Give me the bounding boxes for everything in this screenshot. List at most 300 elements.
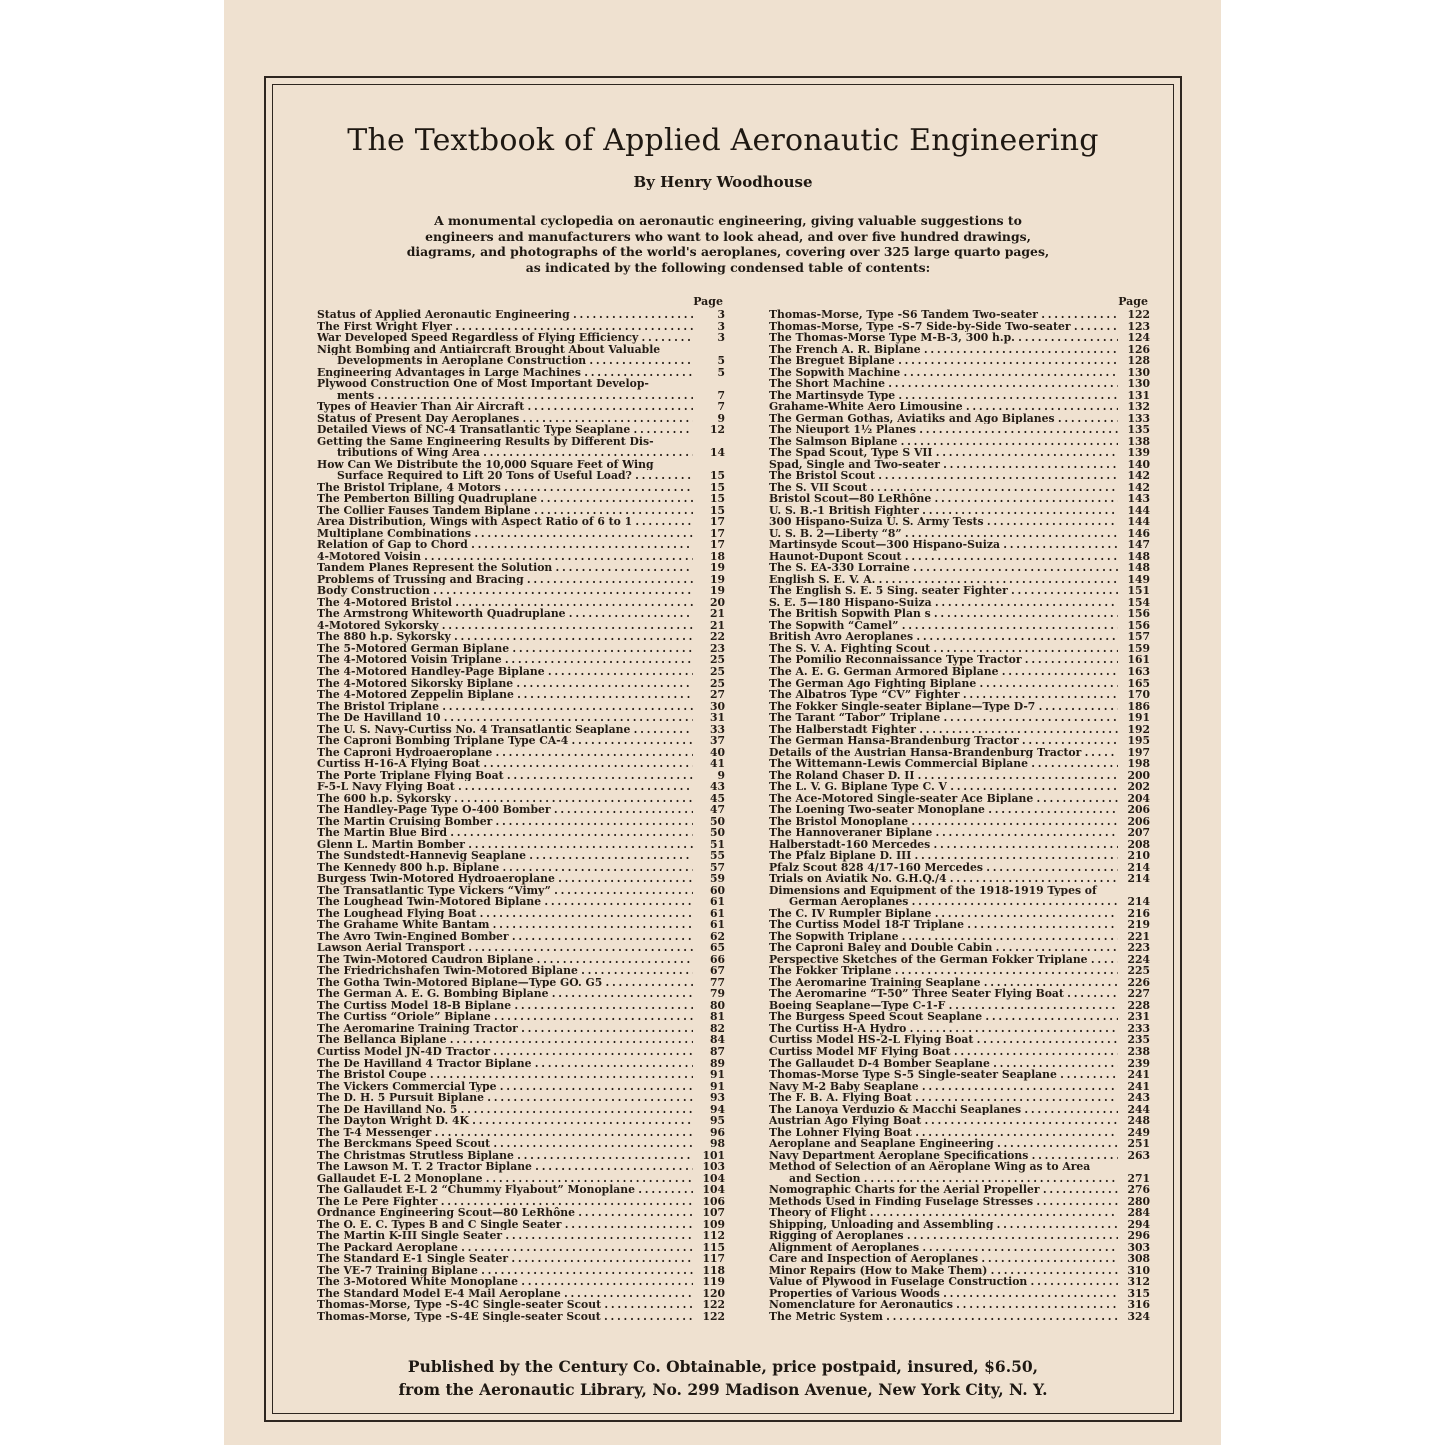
toc-entry-title: The Short Machine . . . [769,378,1118,390]
toc-entry [769,528,1150,540]
toc-entry-page: 17 [695,516,725,528]
toc-entry-title: Plywood Construction One of Most Important Develop- [317,378,649,390]
toc-entry-page: 280 [1120,1196,1150,1208]
toc-entry-page: 57 [695,862,725,874]
toc-entry [317,954,725,966]
toc-entry-title: The Metric System . . . [769,1311,1118,1323]
toc-entry [769,747,1150,759]
toc-entry-title: Night Bombing and Antiaircraft Brought About Valuable [317,343,661,356]
toc-entry-page: 122 [695,1311,725,1323]
toc-entry-page: 112 [695,1230,725,1242]
toc-entry [769,1150,1150,1162]
toc-entry [317,735,725,747]
toc-entry-page: 50 [695,827,725,839]
toc-entry-page: 25 [695,666,725,678]
toc-entry-title: Developments in Aeroplane Construction . . . [317,355,693,367]
toc-entry-page: 61 [695,908,725,920]
toc-entry-title: Lawson Aerial Transport . . . [317,942,693,954]
toc-entry-page: 15 [695,470,725,482]
toc-entry [317,401,725,413]
toc-entry-title: Area Distribution, Wings with Aspect Ratio of 6 to 1 . . . [317,516,693,528]
toc-entry-page: 87 [695,1046,725,1058]
toc-entry-title: The Le Pere Fighter . . . [317,1196,693,1208]
toc-entry-page: 7 [695,401,725,413]
toc-entry-page: 27 [695,689,725,701]
toc-entry-title: 4-Motored Sykorsky . . . [317,620,693,632]
toc-entry-title: The Loughead Flying Boat . . . [317,908,693,920]
toc-entry-page: 21 [695,608,725,620]
toc-entry [769,1034,1150,1046]
toc-entry-page: 123 [1120,321,1150,333]
toc-entry-page: 77 [695,977,725,989]
toc-entry-title: The Standard E-1 Single Seater . . . [317,1253,693,1265]
toc-entry [769,965,1150,977]
toc-entry [769,1230,1150,1242]
toc-entry [317,770,725,782]
toc-entry-title: Value of Plywood in Fuselage Construction . . . [769,1276,1118,1288]
toc-entry [769,1299,1150,1311]
toc-entry-page: 128 [1120,355,1150,367]
toc-entry-title: tributions of Wing Area . . . [317,447,693,459]
toc-entry [317,1230,725,1242]
toc-entry [317,516,725,528]
toc-entry [317,1173,725,1185]
toc-entry-title: Gallaudet E-L 2 Monoplane . . . [317,1173,693,1185]
toc-entry-title: The Bristol Coupe . . . [317,1069,693,1081]
toc-entry-page: 200 [1120,770,1150,782]
toc-entry-title: The 880 h.p. Sykorsky . . . [317,631,693,643]
toc-entry [317,931,725,943]
toc-entry-page: 226 [1120,977,1150,989]
toc-entry-title: The Halberstadt Fighter . . . [769,724,1118,736]
toc-entry-page: 124 [1120,332,1150,344]
toc-entry-page: 5 [695,367,725,379]
toc-entry [769,620,1150,632]
toc-entry-title: English S. E. V. A. . . . [769,574,1118,586]
toc-entry [769,1138,1150,1150]
toc-entry-title: Thomas-Morse, Type -S-4C Single-seater Scout . . . [317,1299,693,1311]
toc-entry-page: 91 [695,1081,725,1093]
toc-entry-page: 45 [695,793,725,805]
toc-entry-page: 142 [1120,470,1150,482]
toc-entry-page: 119 [695,1276,725,1288]
toc-entry-page: 131 [1120,390,1150,402]
toc-entry [769,459,1150,471]
toc-entry-page: 206 [1120,804,1150,816]
toc-entry-page: 202 [1120,781,1150,793]
toc-entry [769,1219,1150,1231]
toc-entry-page: 41 [695,758,725,770]
toc-entry-page: 248 [1120,1115,1150,1127]
toc-entry-page: 198 [1120,758,1150,770]
toc-entry [317,908,725,920]
toc-entry-page: 3 [695,332,725,344]
toc-entry-page: 312 [1120,1276,1150,1288]
toc-entry [769,562,1150,574]
toc-entry-page: 15 [695,493,725,505]
toc-entry [769,493,1150,505]
toc-entry [769,1011,1150,1023]
toc-entry-page: 244 [1120,1104,1150,1116]
toc-entry-title: The Fokker Single-seater Biplane—Type D-7 . . . [769,701,1118,713]
toc-entry-title: The Curtiss H-A Hydro . . . [769,1023,1118,1035]
toc-entry-title: Nomographic Charts for the Aerial Propeller . . . [769,1184,1118,1196]
toc-entry-title: Care and Inspection of Aeroplanes . . . [769,1253,1118,1265]
toc-entry-title: The Pemberton Billing Quadruplane . . . [317,493,693,505]
toc-entry-page: 19 [695,574,725,586]
toc-entry [769,597,1150,609]
toc-entry [769,1023,1150,1035]
toc-entry-page: 19 [695,562,725,574]
toc-entry-title: The Transatlantic Type Vickers “Vimy” . . . [317,885,693,897]
toc-entry [769,1000,1150,1012]
toc-entry-title: The 5-Motored German Biplane . . . [317,643,693,655]
toc-entry-title: The VE-7 Training Biplane . . . [317,1265,693,1277]
toc-entry-title: Method of Selection of an Aëroplane Wing as to Area [769,1161,1091,1173]
toc-entry-title: Thomas-Morse, Type -S-4E Single-seater Scout . . . [317,1311,693,1323]
toc-entry [317,413,725,425]
toc-entry-page: 104 [695,1184,725,1196]
toc-entry-title: The Breguet Biplane . . . [769,355,1118,367]
toc-entry-title: The De Havilland 10 . . . [317,712,693,724]
intro-paragraph: A monumental cyclopedia on aeronautic engineering, giving valuable suggestions to engineers and manufacturers who want to look ahead, and over five hundred drawings, diagrams, and photographs of the world's aeroplanes, covering over 325 large quarto pages, as indicated by the following condensed table of contents: [406,213,1050,275]
toc-entry [769,873,1150,885]
toc-entry [769,309,1150,321]
toc-entry-title: The Gallaudet E-L 2 “Chummy Flyabout” Monoplane . . . [317,1184,693,1196]
toc-entry-title: Minor Repairs (How to Make Them) . . . [769,1265,1118,1277]
toc-entry-page: 251 [1120,1138,1150,1150]
toc-entry [769,551,1150,563]
toc-entry-title: The Burgess Speed Scout Seaplane . . . [769,1011,1118,1023]
toc-entry-page: 284 [1120,1207,1150,1219]
toc-entry [769,839,1150,851]
toc-entry [769,1253,1150,1265]
toc-entry-page: 9 [695,413,725,425]
toc-entry-page: 154 [1120,597,1150,609]
toc-entry [317,919,725,931]
toc-entry-page: 227 [1120,988,1150,1000]
toc-entry-page: 122 [1120,309,1150,321]
page-column-header: Page [1118,295,1148,308]
toc-entry [769,482,1150,494]
toc-entry [769,1311,1150,1323]
toc-entry-page: 316 [1120,1299,1150,1311]
toc-entry [317,758,725,770]
toc-entry-page: 20 [695,597,725,609]
toc-entry [317,1046,725,1058]
toc-entry [769,666,1150,678]
toc-entry-title: Navy Department Aeroplane Specifications . . . [769,1150,1118,1162]
toc-entry [317,885,725,897]
toc-entry-page: 3 [695,309,725,321]
toc-entry [769,724,1150,736]
book-advertisement-page [224,0,1221,1445]
toc-entry-title: The Curtiss Model 18-B Biplane . . . [317,1000,693,1012]
toc-entry [769,942,1150,954]
toc-entry-title: The D. H. 5 Pursuit Biplane . . . [317,1092,693,1104]
toc-entry-page: 206 [1120,816,1150,828]
toc-entry-page: 43 [695,781,725,793]
toc-entry-title: The 3-Motored White Monoplane . . . [317,1276,693,1288]
toc-entry-title: The Roland Chaser D. II . . . [769,770,1118,782]
toc-entry-title: Details of the Austrian Hansa-Brandenburg Tractor . . . [769,747,1118,759]
toc-entry [317,1092,725,1104]
toc-entry-title: The Aeromarine “T-50” Three Seater Flying Boat . . . [769,988,1118,1000]
toc-entry-page: 303 [1120,1242,1150,1254]
toc-entry-title: The Caproni Bombing Triplane Type CA-4 . . . [317,735,693,747]
toc-entry-page: 142 [1120,482,1150,494]
toc-entry-title: The British Sopwith Plan s . . . [769,608,1118,620]
toc-entry-page: 3 [695,321,725,333]
toc-entry-title: Nomenclature for Aeronautics . . . [769,1299,1118,1311]
toc-list-right [769,309,1150,1322]
toc-entry-page: 22 [695,631,725,643]
toc-entry-title: British Avro Aeroplanes . . . [769,631,1118,643]
toc-entry [317,1288,725,1300]
toc-entry-title: F-5-L Navy Flying Boat . . . [317,781,693,793]
toc-entry-title: The Wittemann-Lewis Commercial Biplane . . . [769,758,1118,770]
toc-entry [317,597,725,609]
toc-entry-title: The Packard Aeroplane . . . [317,1242,693,1254]
toc-entry-page: 225 [1120,965,1150,977]
toc-entry-page: 207 [1120,827,1150,839]
toc-entry-page: 276 [1120,1184,1150,1196]
toc-entry [317,850,725,862]
toc-entry [769,850,1150,862]
toc-entry [769,678,1150,690]
toc-entry-page: 238 [1120,1046,1150,1058]
toc-entry-page: 84 [695,1034,725,1046]
toc-entry-page: 147 [1120,539,1150,551]
toc-entry [769,505,1150,517]
toc-entry-title: The Pfalz Biplane D. III . . . [769,850,1118,862]
toc-entry-page: 143 [1120,493,1150,505]
toc-entry-title: Boeing Seaplane—Type C-1-F . . . [769,1000,1118,1012]
toc-entry-title: and Section . . . [769,1173,1118,1185]
toc-entry-page: 214 [1120,896,1150,908]
toc-entry [769,1265,1150,1277]
toc-entry-title: The Avro Twin-Engined Bomber . . . [317,931,693,943]
toc-entry-page: 191 [1120,712,1150,724]
toc-entry [317,689,725,701]
toc-entry [317,608,725,620]
toc-entry-title: The S. V. A. Fighting Scout . . . [769,643,1118,655]
toc-entry-page: 233 [1120,1023,1150,1035]
toc-entry [317,1276,725,1288]
toc-entry-page: 228 [1120,1000,1150,1012]
toc-entry [769,896,1150,908]
toc-entry [317,839,725,851]
toc-entry [317,367,725,379]
toc-entry-page: 216 [1120,908,1150,920]
toc-entry-page: 126 [1120,344,1150,356]
toc-entry-page: 151 [1120,585,1150,597]
toc-entry [317,1161,725,1173]
toc-entry [769,689,1150,701]
toc-entry [317,712,725,724]
toc-entry [317,1184,725,1196]
toc-entry-title: The Salmson Biplane . . . [769,436,1118,448]
toc-entry-title: The Martin Blue Bird . . . [317,827,693,839]
toc-entry-page: 156 [1120,620,1150,632]
toc-entry-title: Multiplane Combinations . . . [317,528,693,540]
toc-entry-title: Halberstadt-160 Mercedes . . . [769,839,1118,851]
toc-entry-title: Dimensions and Equipment of the 1918-1919 Types of [769,884,1097,897]
toc-entry-page: 37 [695,735,725,747]
toc-entry-title: How Can We Distribute the 10,000 Square Feet of Wing [317,458,654,471]
toc-entry-title: Bristol Scout—80 LeRhône . . . [769,493,1118,505]
toc-entry [317,1058,725,1070]
toc-left-column [317,295,725,1322]
toc-entry-page: 149 [1120,574,1150,586]
toc-list-left [317,309,725,1322]
toc-entry-title: The S. EA-330 Lorraine . . . [769,562,1118,574]
toc-entry [769,1104,1150,1116]
toc-entry-page: 21 [695,620,725,632]
toc-entry-page: 122 [695,1299,725,1311]
toc-entry [769,701,1150,713]
toc-entry-title: The Bristol Triplane . . . [317,701,693,713]
toc-entry-title: Relation of Gap to Chord . . . [317,539,693,551]
toc-entry-title: The Caproni Hydroaeroplane . . . [317,747,693,759]
toc-entry-title: The Sopwith Machine . . . [769,367,1118,379]
toc-entry-title: Problems of Trussing and Bracing . . . [317,574,693,586]
toc-entry-title: The L. V. G. Biplane Type C. V . . . [769,781,1118,793]
toc-entry [317,1265,725,1277]
toc-entry [769,804,1150,816]
toc-entry-page: 133 [1120,413,1150,425]
toc-entry [769,712,1150,724]
toc-entry-page: 9 [695,770,725,782]
toc-entry-page: 18 [695,551,725,563]
toc-entry [769,1173,1150,1185]
toc-entry [317,631,725,643]
toc-entry-title: The Bellanca Biplane . . . [317,1034,693,1046]
toc-entry [317,378,725,390]
toc-entry [317,482,725,494]
toc-entry-title: Curtiss Model JN-4D Tractor . . . [317,1046,693,1058]
toc-entry-title: Alignment of Aeroplanes . . . [769,1242,1118,1254]
toc-entry-title: The Dayton Wright D. 4K . . . [317,1115,693,1127]
toc-entry [769,770,1150,782]
toc-entry-title: ments . . . [317,390,693,402]
toc-entry [317,574,725,586]
toc-entry-page: 197 [1120,747,1150,759]
toc-entry [317,977,725,989]
toc-entry [769,1288,1150,1300]
toc-entry-title: The Martin K-III Single Seater . . . [317,1230,693,1242]
toc-entry-page: 80 [695,1000,725,1012]
toc-entry [317,459,725,471]
toc-entry [317,1207,725,1219]
toc-entry-page: 156 [1120,608,1150,620]
toc-entry [317,666,725,678]
toc-entry [769,954,1150,966]
toc-entry-page: 82 [695,1023,725,1035]
toc-entry-title: Glenn L. Martin Bomber . . . [317,839,693,851]
toc-entry [769,793,1150,805]
toc-entry-title: The Tarant “Tabor” Triplane . . . [769,712,1118,724]
toc-entry-title: The Porte Triplane Flying Boat . . . [317,770,693,782]
toc-entry-page: 40 [695,747,725,759]
toc-entry-title: The Friedrichshafen Twin-Motored Biplane . . . [317,965,693,977]
toc-entry [769,355,1150,367]
toc-entry [769,516,1150,528]
toc-entry-title: The Gotha Twin-Motored Biplane—Type GO. G5 . . . [317,977,693,989]
toc-entry-title: Types of Heavier Than Air Aircraft . . . [317,401,693,413]
toc-entry-title: The 4-Motored Voisin Triplane . . . [317,654,693,666]
toc-entry-page: 89 [695,1058,725,1070]
toc-entry [317,332,725,344]
toc-entry-page: 47 [695,804,725,816]
toc-entry [317,1011,725,1023]
toc-entry-title: The Bristol Triplane, 4 Motors . . . [317,482,693,494]
toc-entry-title: The Vickers Commercial Type . . . [317,1081,693,1093]
toc-entry-title: Status of Present Day Aeroplanes . . . [317,413,693,425]
toc-entry-title: The Aeromarine Training Seaplane . . . [769,977,1118,989]
toc-entry-page: 161 [1120,654,1150,666]
toc-entry-title: Haunot-Dupont Scout . . . [769,551,1118,563]
toc-entry-title: The U. S. Navy-Curtiss No. 4 Transatlantic Seaplane . . . [317,724,693,736]
toc-entry [317,620,725,632]
toc-entry-title: Body Construction . . . [317,585,693,597]
toc-entry-title: 300 Hispano-Suiza U. S. Army Tests . . . [769,516,1118,528]
toc-entry-title: Shipping, Unloading and Assembling . . . [769,1219,1118,1231]
toc-entry [317,1115,725,1127]
toc-entry [769,758,1150,770]
toc-entry [317,1000,725,1012]
toc-entry [769,413,1150,425]
toc-entry-page: 118 [695,1265,725,1277]
toc-entry-page: 81 [695,1011,725,1023]
toc-entry-page: 7 [695,390,725,402]
toc-entry [317,321,725,333]
toc-entry-page: 67 [695,965,725,977]
toc-entry-title: Burgess Twin-Motored Hydroaeroplane . . . [317,873,693,885]
toc-entry-title: The Aeromarine Training Tractor . . . [317,1023,693,1035]
toc-entry-page: 163 [1120,666,1150,678]
toc-entry-title: The C. IV Rumpler Biplane . . . [769,908,1118,920]
toc-entry-title: The S. VII Scout . . . [769,482,1118,494]
toc-entry-title: U. S. B.-1 British Fighter . . . [769,505,1118,517]
toc-entry [317,355,725,367]
toc-entry [317,804,725,816]
toc-entry-page: 120 [695,1288,725,1300]
toc-entry-page: 91 [695,1069,725,1081]
toc-entry-page: 31 [695,712,725,724]
toc-entry-page: 62 [695,931,725,943]
toc-entry [317,781,725,793]
toc-entry-title: The Bristol Scout . . . [769,470,1118,482]
toc-entry-page: 315 [1120,1288,1150,1300]
toc-entry-page: 15 [695,482,725,494]
toc-entry [769,988,1150,1000]
toc-entry-title: The Nieuport 1½ Planes . . . [769,424,1118,436]
toc-entry-title: Tandem Planes Represent the Solution . . . [317,562,693,574]
toc-entry-title: The Curtiss “Oriole” Biplane . . . [317,1011,693,1023]
toc-entry-page: 165 [1120,678,1150,690]
toc-entry-page: 14 [695,447,725,459]
toc-entry-title: Thomas-Morse Type S-5 Single-seater Seaplane . . . [769,1069,1118,1081]
toc-entry-title: The Lawson M. T. 2 Tractor Biplane . . . [317,1161,693,1173]
toc-entry-title: Engineering Advantages in Large Machines . . . [317,367,693,379]
toc-entry-title: The Pomilio Reconnaissance Type Tractor . . . [769,654,1118,666]
toc-entry-title: The Fokker Triplane . . . [769,965,1118,977]
toc-entry [769,1081,1150,1093]
toc-entry-page: 204 [1120,793,1150,805]
toc-entry-title: The Albatros Type “CV” Fighter . . . [769,689,1118,701]
toc-entry [769,1092,1150,1104]
